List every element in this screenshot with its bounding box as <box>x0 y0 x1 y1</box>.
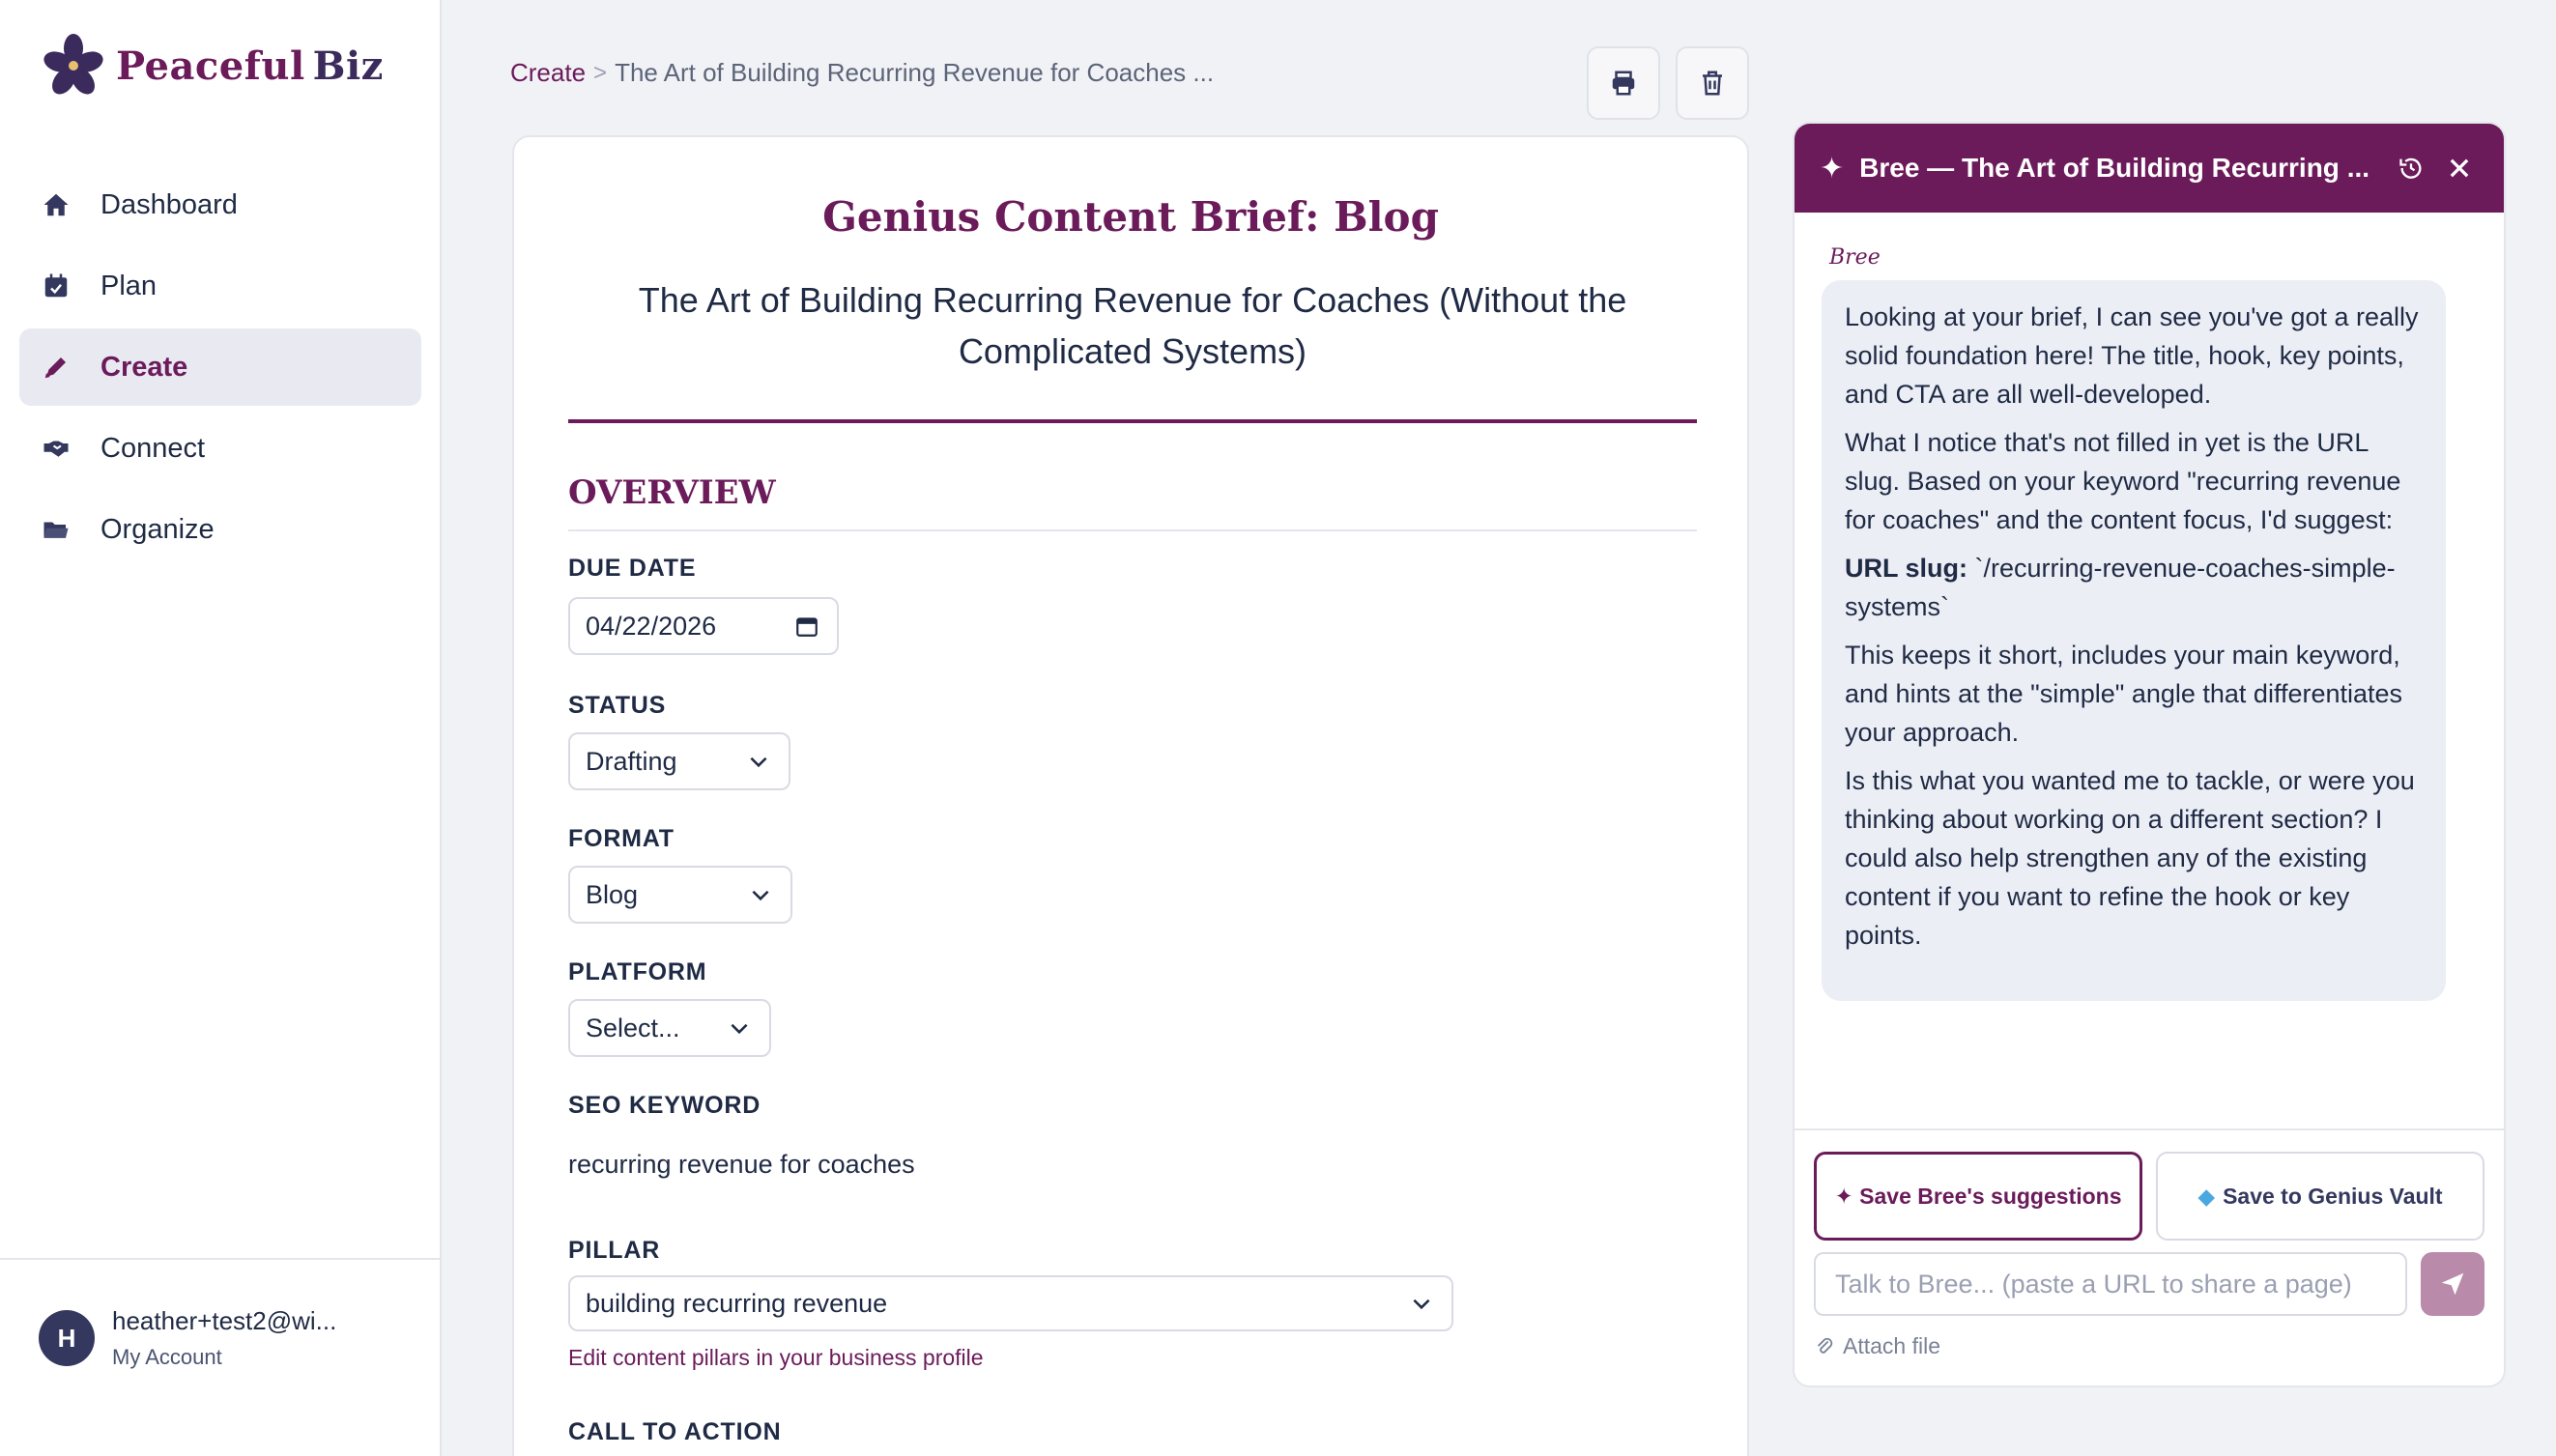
bree-chat-panel <box>1793 122 2506 1387</box>
message-paragraph: Looking at your brief, I can see you've got a really solid foundation here! The title, hook, key points, and CTA are all well-developed. <box>1845 302 2419 409</box>
nav-item-label: Plan <box>101 270 158 301</box>
status-value: Drafting <box>586 746 677 776</box>
save-to-vault-button[interactable] <box>2156 1152 2484 1241</box>
message-paragraph: Is this what you wanted me to tackle, or were you thinking about working on a different section? I could also help strengthen any of the existing content if you want to refine the hook or key points. <box>1845 766 2415 950</box>
status-select[interactable] <box>568 732 790 790</box>
chevron-down-icon <box>727 1015 752 1041</box>
sparkle-icon: ✦ <box>1820 152 1845 185</box>
format-label: FORMAT <box>568 825 675 852</box>
nav-item-connect[interactable] <box>19 410 421 487</box>
chat-divider <box>1795 1128 2504 1130</box>
nav-item-label: Connect <box>101 432 206 464</box>
save-suggestions-button[interactable]: ✦ Save Bree's suggestions <box>1814 1152 2142 1241</box>
home-icon <box>41 189 72 220</box>
folder-icon <box>41 514 72 545</box>
seo-keyword-value[interactable]: recurring revenue for coaches <box>568 1150 915 1179</box>
breadcrumb-current: The Art of Building Recurring Revenue for Coaches ... <box>615 58 1215 87</box>
section-divider <box>568 529 1697 531</box>
message-paragraph: What I notice that's not filled in yet is the URL slug. Based on your keyword "recurring revenue for coaches" and the content focus, I'd suggest: <box>1845 428 2401 534</box>
breadcrumb-separator: > <box>593 59 608 86</box>
format-value: Blog <box>586 879 639 909</box>
calendar-picker-icon[interactable] <box>794 614 819 639</box>
send-button[interactable] <box>2421 1252 2484 1316</box>
chevron-down-icon <box>746 749 771 774</box>
nav-item-label: Dashboard <box>101 188 238 220</box>
chat-header <box>1795 124 2504 213</box>
gem-icon: ◆ <box>2197 1183 2216 1209</box>
message-paragraph <box>1845 549 2423 626</box>
save-to-vault-label: Save to Genius Vault <box>2223 1183 2443 1209</box>
due-date-label: DUE DATE <box>568 555 697 582</box>
message-paragraph: This keeps it short, includes your main keyword, and hints at the "simple" angle that differentiates your approach. <box>1845 641 2403 747</box>
nav-item-label: Create <box>101 351 188 383</box>
due-date-input[interactable] <box>568 597 839 655</box>
assistant-message <box>1822 280 2446 1001</box>
trash-icon <box>1698 69 1727 98</box>
status-label: STATUS <box>568 692 667 719</box>
pen-icon <box>41 352 72 383</box>
close-chat-button[interactable] <box>2442 151 2477 186</box>
chevron-down-icon <box>748 882 773 907</box>
pillar-select[interactable] <box>568 1275 1453 1331</box>
due-date-value: 04/22/2026 <box>586 611 717 641</box>
pillar-value: building recurring revenue <box>586 1288 888 1318</box>
handshake-icon <box>41 433 72 464</box>
brief-subtitle[interactable]: The Art of Building Recurring Revenue for Coaches (Without the Complicated Systems) <box>638 280 1627 371</box>
attach-file-button[interactable] <box>1814 1333 1940 1359</box>
section-overview-heading: OVERVIEW <box>568 473 776 512</box>
message-sender: Bree <box>1829 245 1881 270</box>
paperclip-icon <box>1814 1336 1835 1357</box>
nav-item-label: Organize <box>101 513 215 545</box>
send-icon <box>2438 1270 2467 1299</box>
attach-file-label: Attach file <box>1843 1333 1940 1358</box>
sidebar <box>0 0 442 1456</box>
edit-pillars-link[interactable]: Edit content pillars in your business profile <box>568 1345 984 1370</box>
brief-title: Genius Content Brief: Blog <box>822 193 1439 241</box>
breadcrumb-create-link[interactable]: Create <box>510 58 587 87</box>
account-section[interactable] <box>0 1258 442 1456</box>
url-slug-label: URL slug: <box>1845 554 1967 583</box>
platform-label: PLATFORM <box>568 958 707 985</box>
flower-logo-icon <box>39 31 108 100</box>
delete-button[interactable] <box>1676 46 1749 120</box>
print-button[interactable] <box>1587 46 1660 120</box>
platform-value: Select... <box>586 1013 680 1042</box>
printer-icon <box>1609 69 1638 98</box>
nav-item-plan[interactable] <box>19 247 421 325</box>
cta-label: CALL TO ACTION <box>568 1418 782 1445</box>
nav-item-organize[interactable] <box>19 491 421 568</box>
pillar-label: PILLAR <box>568 1237 661 1264</box>
content-brief-card <box>512 135 1749 1456</box>
platform-select[interactable] <box>568 999 771 1057</box>
avatar[interactable]: H <box>39 1310 95 1366</box>
chevron-down-icon <box>1409 1291 1434 1316</box>
logo-text: Peaceful Biz <box>116 43 384 89</box>
my-account-link[interactable]: My Account <box>112 1345 222 1369</box>
main-nav <box>19 166 421 572</box>
chat-title: Bree — The Art of Building Recurring ... <box>1859 153 2370 183</box>
logo[interactable] <box>39 31 384 100</box>
history-icon <box>2398 155 2425 182</box>
account-email: heather+test2@wi... <box>112 1306 337 1335</box>
title-divider <box>568 419 1697 423</box>
chat-input[interactable] <box>1814 1252 2407 1316</box>
seo-keyword-label: SEO KEYWORD <box>568 1092 761 1119</box>
history-button[interactable] <box>2394 151 2428 186</box>
nav-item-dashboard[interactable] <box>19 166 421 243</box>
calendar-icon <box>41 271 72 301</box>
format-select[interactable] <box>568 866 792 924</box>
breadcrumb <box>510 58 1214 88</box>
nav-item-create[interactable] <box>19 328 421 406</box>
url-slug-value: `/recurring-revenue-coaches-simple-systems` <box>1845 554 2396 621</box>
close-icon <box>2446 155 2473 182</box>
